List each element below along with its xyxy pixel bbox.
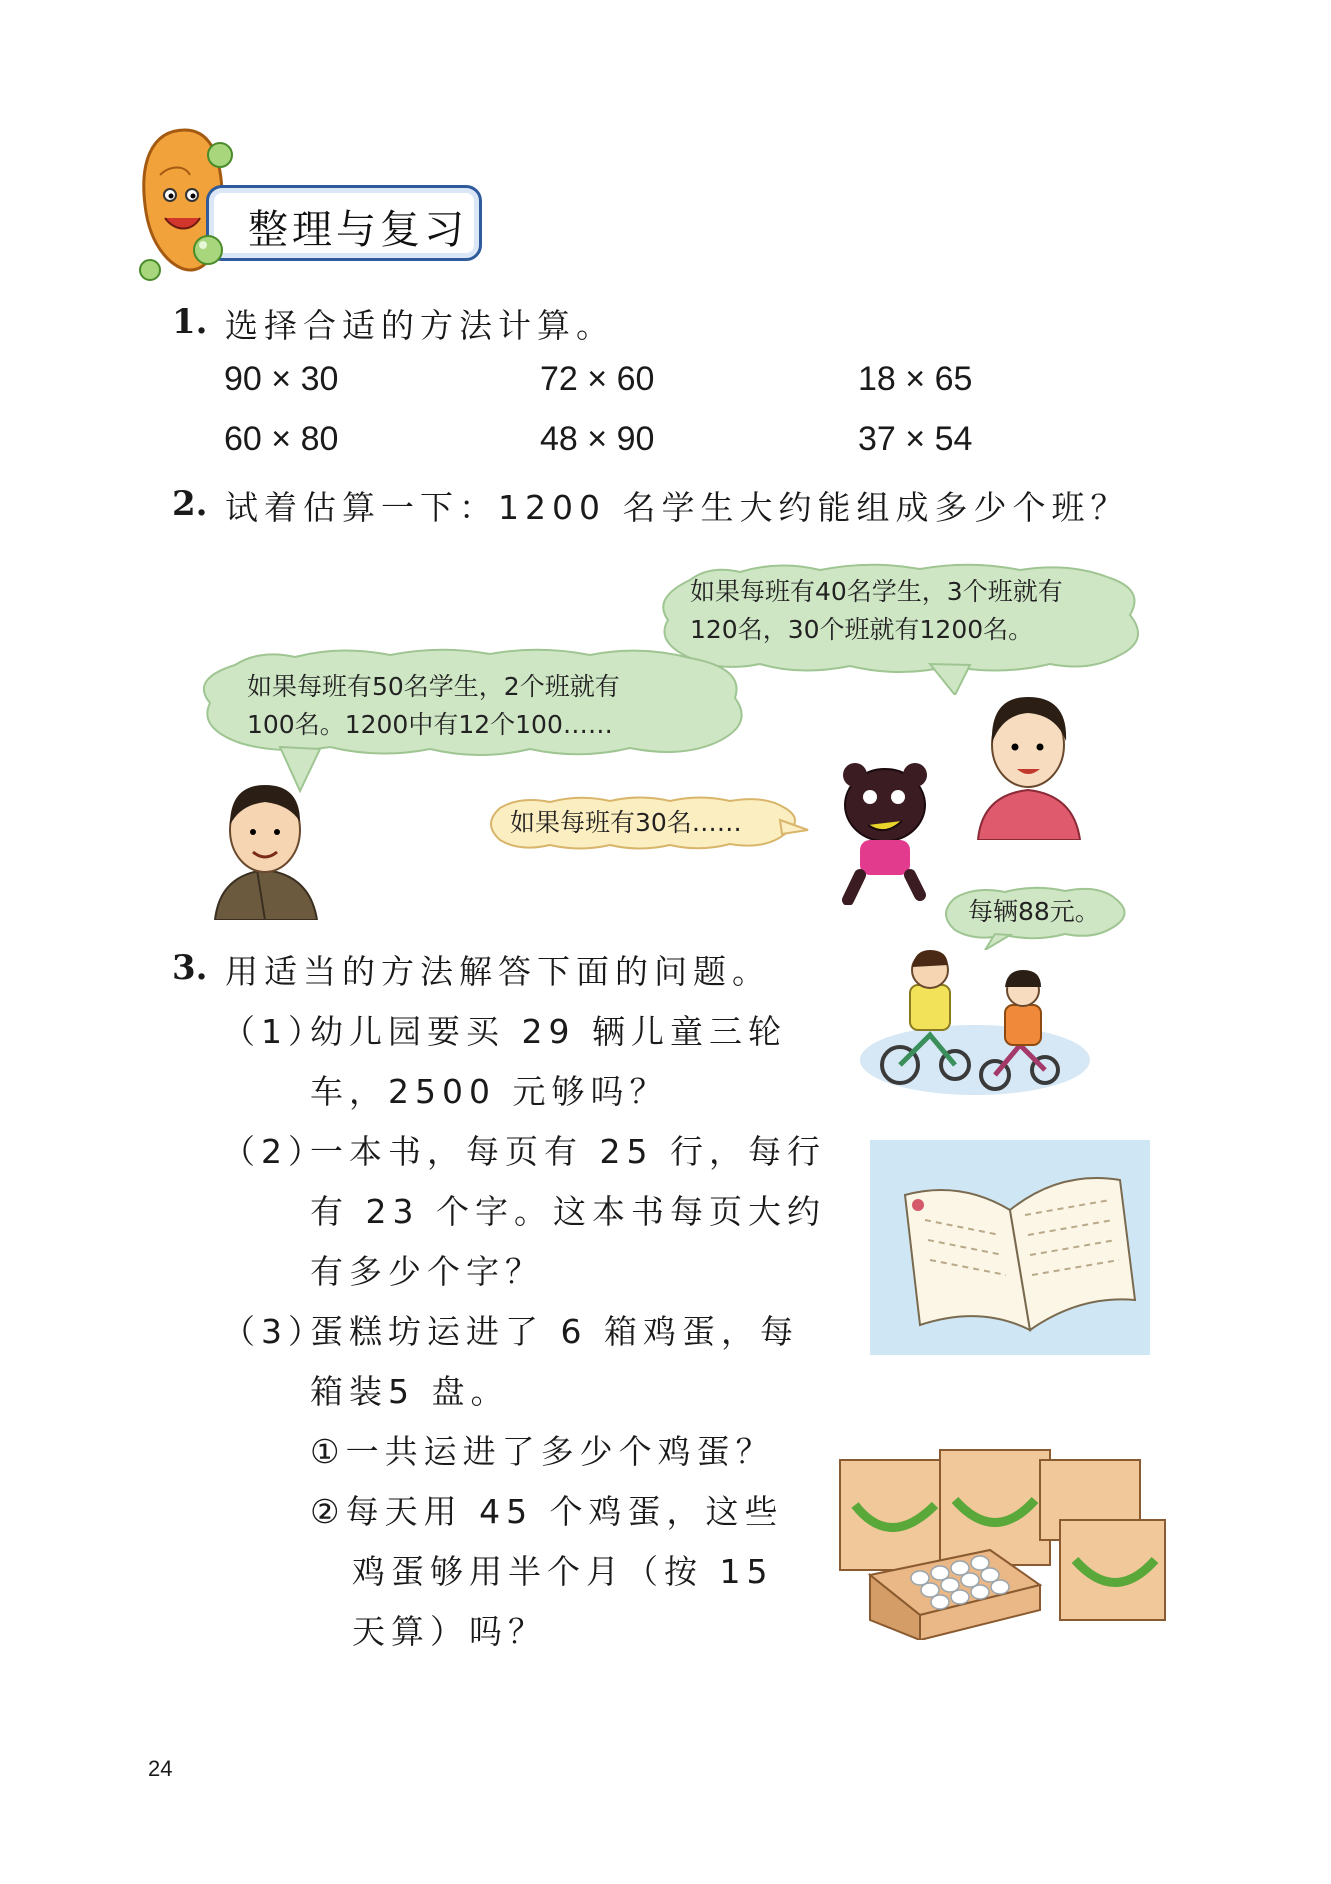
q3-number: 3. (172, 948, 208, 988)
q3-part3-label: （3） (222, 1312, 327, 1351)
q1-text: 选择合适的方法计算。 (225, 306, 615, 345)
open-book-illustration (870, 1140, 1150, 1355)
q1-calc-3: 18 × 65 (858, 360, 973, 398)
kid-portrait-right (970, 685, 1085, 840)
q3-part3-line-2: 箱装5 盘。 (310, 1372, 510, 1411)
q3-part2-line-2: 有 23 个字。这本书每页大约 (310, 1192, 826, 1231)
q3-part2-line-3: 有多少个字？ (310, 1252, 544, 1291)
q3-sub1: ①一共运进了多少个鸡蛋？ (310, 1432, 775, 1471)
boy-portrait-left (205, 770, 325, 920)
q3-part3-line-1: 蛋糕坊运进了 6 箱鸡蛋，每 (310, 1312, 799, 1351)
q1-calc-2: 72 × 60 (540, 360, 655, 398)
bubble-yellow-text: 如果每班有30名…… (510, 808, 742, 837)
q1-number: 1. (172, 302, 208, 342)
q3-part1-label: （1） (222, 1012, 327, 1051)
bear-mascot-icon (830, 755, 940, 905)
bubble-right-line-2: 120名，30个班就有1200名。 (690, 615, 1034, 644)
q1-calc-1: 90 × 30 (224, 360, 339, 398)
q1-calc-5: 48 × 90 (540, 420, 655, 458)
q3-part2-line-1: 一本书，每页有 25 行，每行 (310, 1132, 826, 1171)
q3-text: 用适当的方法解答下面的问题。 (225, 952, 771, 991)
q1-calc-6: 37 × 54 (858, 420, 973, 458)
q3-sub2-line-1: ②每天用 45 个鸡蛋，这些 (310, 1492, 784, 1531)
bubble-price-text: 每辆88元。 (968, 897, 1100, 926)
bubble-left-line-1: 如果每班有50名学生，2个班就有 (247, 672, 620, 701)
q1-calc-4: 60 × 80 (224, 420, 339, 458)
q3-part1-line-1: 幼儿园要买 29 辆儿童三轮 (310, 1012, 787, 1051)
tricycle-kids-illustration (855, 925, 1095, 1100)
q2-text: 试着估算一下：1200 名学生大约能组成多少个班？ (225, 488, 1130, 527)
green-bead-icon (190, 232, 226, 268)
page-number: 24 (148, 1756, 173, 1781)
egg-boxes-illustration (830, 1420, 1170, 1640)
bubble-right-line-1: 如果每班有40名学生，3个班就有 (690, 577, 1063, 606)
q3-part1-line-2: 车，2500 元够吗？ (310, 1072, 669, 1111)
q2-number: 2. (172, 484, 208, 524)
q3-part2-label: （2） (222, 1132, 327, 1171)
section-title: 整理与复习 (248, 207, 468, 253)
q3-sub2-line-2: 鸡蛋够用半个月（按 15 (352, 1552, 774, 1591)
bubble-left-line-2: 100名。1200中有12个100…… (247, 710, 613, 739)
q3-sub2-line-3: 天算）吗？ (352, 1612, 547, 1651)
